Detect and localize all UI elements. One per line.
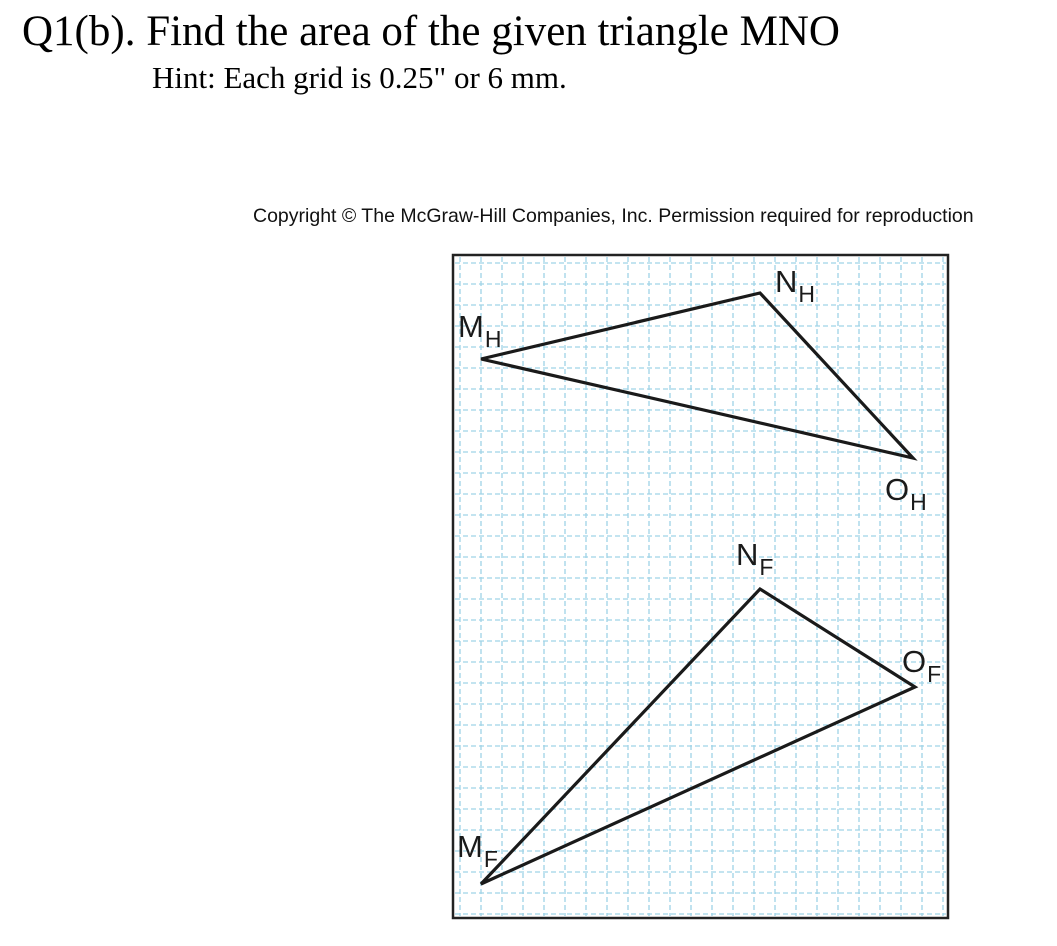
- vertex-label-n-head: [775, 264, 815, 307]
- vertex-letter: O: [902, 644, 927, 679]
- copyright-notice: Copyright © The McGraw-Hill Companies, Inc. Permission required for reproduction: [253, 205, 974, 227]
- hint-text: Hint: Each grid is 0.25" or 6 mm.: [152, 60, 567, 95]
- vertex-label-n-foot: [736, 537, 773, 580]
- vertex-subscript: H: [484, 326, 502, 352]
- question-title: Q1(b). Find the area of the given triangle MNO: [22, 8, 840, 55]
- vertex-subscript: H: [910, 489, 927, 515]
- vertex-label-o-foot: [902, 644, 941, 687]
- grid-lines: [455, 257, 946, 916]
- vertex-subscript: F: [483, 846, 498, 872]
- vertex-letter: N: [736, 537, 759, 572]
- vertex-subscript: H: [798, 281, 816, 307]
- triangle-foot: [481, 589, 915, 884]
- triangle-head: [481, 293, 913, 458]
- vertex-label-m-head: [458, 309, 501, 352]
- figure-frame: [453, 255, 948, 918]
- vertex-letter: M: [457, 829, 483, 864]
- vertex-letter: M: [458, 309, 484, 344]
- vertex-label-o-head: [885, 472, 927, 515]
- vertex-letter: O: [885, 472, 910, 507]
- vertex-letter: N: [775, 264, 798, 299]
- vertex-subscript: F: [927, 661, 942, 687]
- vertex-subscript: F: [759, 554, 774, 580]
- vertex-label-m-foot: [457, 829, 498, 872]
